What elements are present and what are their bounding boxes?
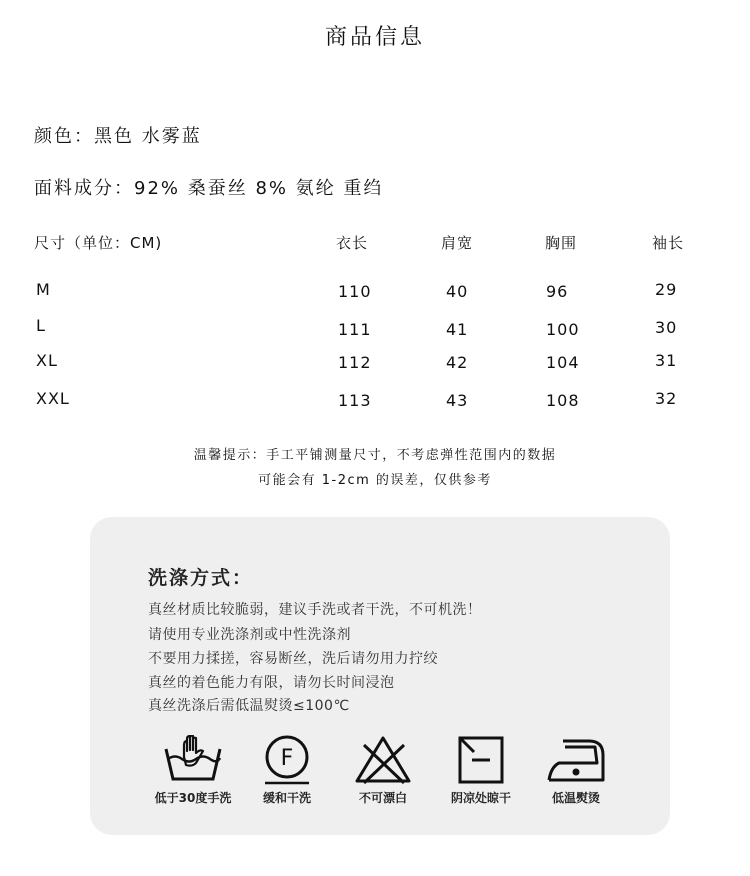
material-info: 面料成分：92% 桑蚕丝 8% 氨纶 重绉 xyxy=(34,178,384,199)
low-iron-icon xyxy=(545,735,607,785)
shoulder-cell: 43 xyxy=(446,391,469,410)
length-cell: 110 xyxy=(338,282,372,301)
shade-dry-icon xyxy=(450,735,512,785)
size-cell: XL xyxy=(36,351,58,370)
care-line: 真丝洗涤后需低温熨烫≤100℃ xyxy=(148,698,350,714)
length-cell: 113 xyxy=(338,391,372,410)
chest-cell: 100 xyxy=(546,320,580,339)
measurement-note-line2: 可能会有 1-2cm 的误差，仅供参考 xyxy=(258,473,492,488)
header-shoulder: 肩宽 xyxy=(441,234,474,252)
sleeve-cell: 32 xyxy=(655,389,678,408)
sleeve-cell: 29 xyxy=(655,280,678,299)
symbol-label: 阴凉处晾干 xyxy=(450,791,511,805)
care-line: 不要用力揉搓，容易断丝，洗后请勿用力拧绞 xyxy=(148,651,438,667)
header-size-unit: 尺寸（单位：CM) xyxy=(34,234,163,252)
symbol-label: 低温熨烫 xyxy=(551,791,600,805)
chest-cell: 108 xyxy=(546,391,580,410)
sleeve-cell: 31 xyxy=(655,351,678,370)
care-title: 洗涤方式： xyxy=(148,567,254,589)
size-cell: L xyxy=(36,316,46,335)
sleeve-cell: 30 xyxy=(655,318,678,337)
chest-cell: 104 xyxy=(546,353,580,372)
shoulder-cell: 41 xyxy=(446,320,469,339)
care-line: 真丝的着色能力有限，请勿长时间浸泡 xyxy=(148,675,395,691)
symbol-label: 低于30度手洗 xyxy=(154,791,232,805)
header-chest: 胸围 xyxy=(545,234,578,252)
no-bleach-icon xyxy=(352,735,414,785)
hand-wash-icon xyxy=(162,735,224,785)
shoulder-cell: 40 xyxy=(446,282,469,301)
symbol-label: 不可漂白 xyxy=(358,791,407,805)
page-title: 商品信息 xyxy=(324,25,425,50)
header-length: 衣长 xyxy=(336,234,369,252)
size-cell: XXL xyxy=(36,389,70,408)
care-line: 请使用专业洗涤剂或中性洗涤剂 xyxy=(148,627,351,643)
care-panel xyxy=(90,517,670,835)
care-line: 真丝材质比较脆弱，建议手洗或者干洗，不可机洗！ xyxy=(148,602,482,618)
shoulder-cell: 42 xyxy=(446,353,469,372)
chest-cell: 96 xyxy=(546,282,569,301)
color-info: 颜色：黑色 水雾蓝 xyxy=(34,126,202,147)
length-cell: 112 xyxy=(338,353,372,372)
dry-clean-f-icon xyxy=(256,735,318,785)
dry-clean-letter: F xyxy=(280,746,294,771)
length-cell: 111 xyxy=(338,320,372,339)
size-cell: M xyxy=(36,280,51,299)
measurement-note-line1: 温馨提示：手工平铺测量尺寸，不考虑弹性范围内的数据 xyxy=(193,448,557,463)
header-sleeve: 袖长 xyxy=(652,234,685,252)
symbol-label: 缓和干洗 xyxy=(262,791,311,805)
